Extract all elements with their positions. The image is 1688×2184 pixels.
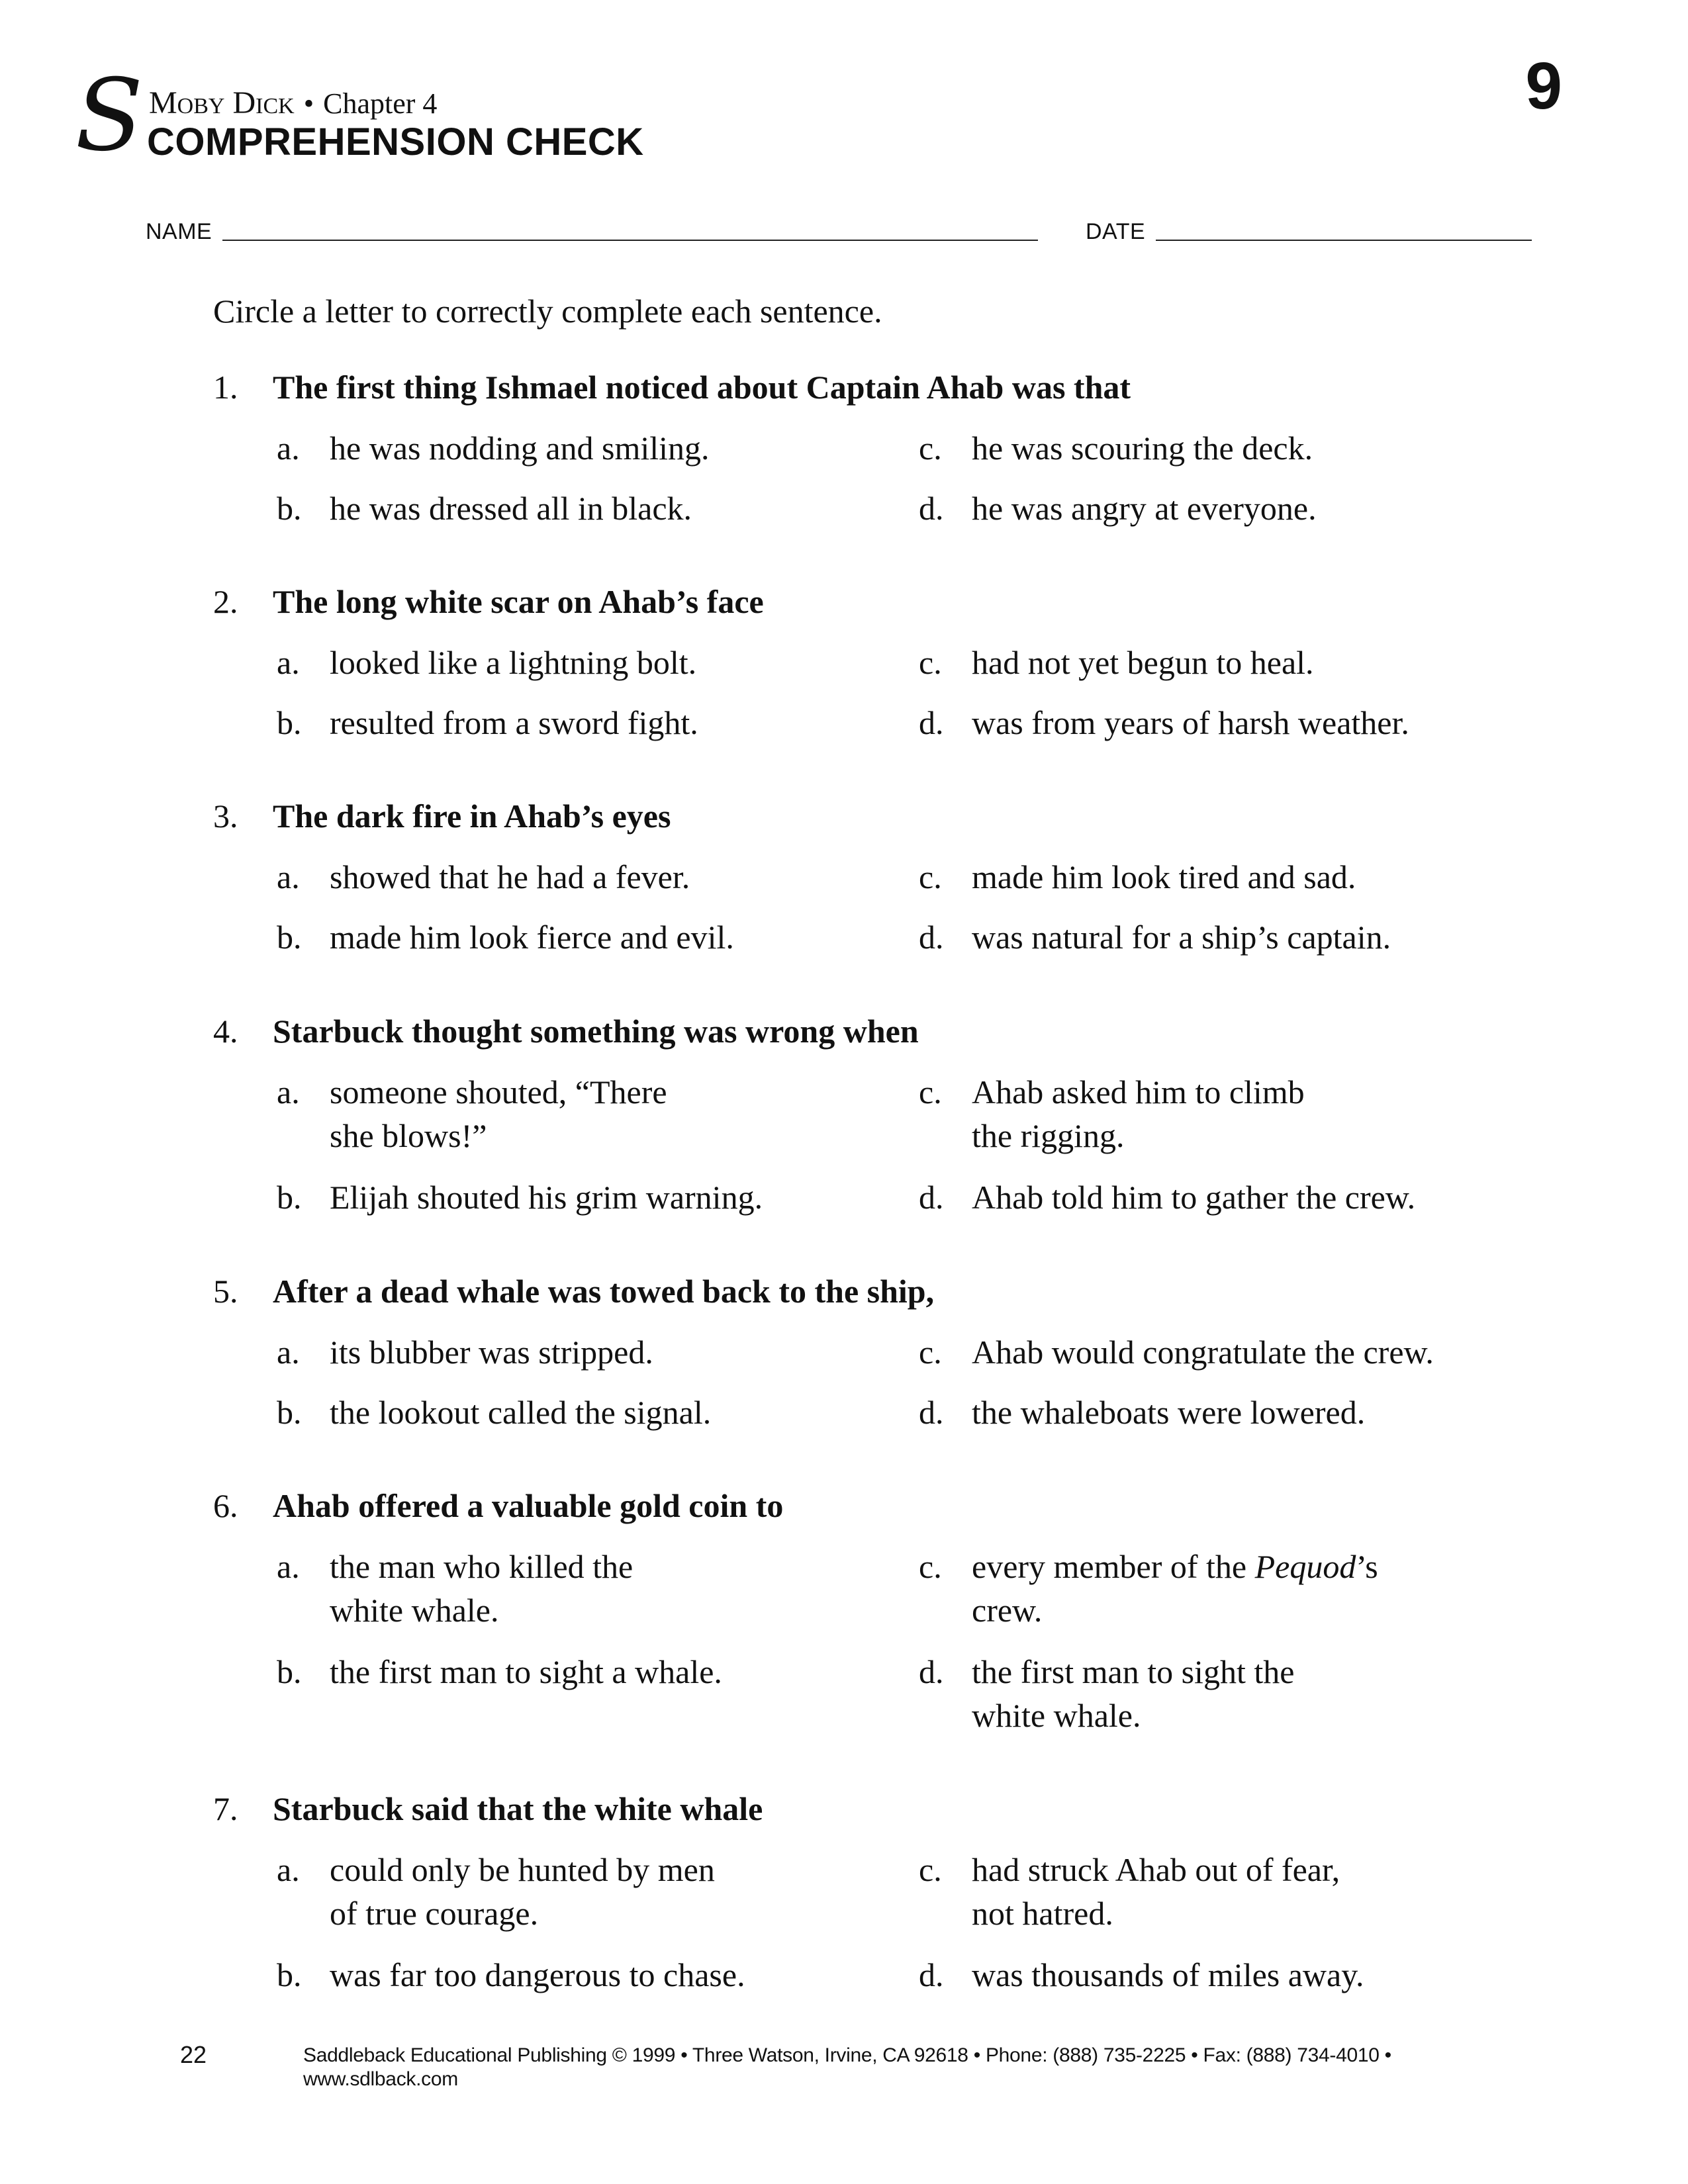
option-letter[interactable]: a. [277, 1334, 300, 1371]
question-number: 3. [213, 797, 238, 835]
option-text-line-2: white whale. [330, 1592, 499, 1629]
name-label: NAME [146, 219, 212, 244]
option-text: was far too dangerous to chase. [330, 1956, 745, 1993]
option-text: he was nodding and smiling. [330, 430, 710, 467]
option-letter[interactable]: b. [277, 1653, 302, 1690]
option-text-line-1: someone shouted, “There [330, 1073, 667, 1111]
option-letter[interactable]: b. [277, 704, 302, 741]
option-letter[interactable]: d. [919, 490, 944, 527]
option-letter[interactable]: c. [919, 1334, 942, 1371]
option-letter[interactable]: d. [919, 1956, 944, 1993]
option-text-line-1: Ahab asked him to climb [972, 1073, 1305, 1111]
option-text-prefix: every member of the [972, 1548, 1255, 1585]
question-number: 2. [213, 583, 238, 620]
option-text: he was dressed all in black. [330, 490, 692, 527]
option-letter[interactable]: a. [277, 430, 300, 467]
option-text: looked like a lightning bolt. [330, 644, 697, 681]
option-letter[interactable]: b. [277, 1956, 302, 1993]
question-stem: After a dead whale was towed back to the ship, [273, 1273, 935, 1310]
option-text [330, 1545, 925, 1632]
option-letter[interactable]: b. [277, 490, 302, 527]
option-letter[interactable]: a. [277, 858, 300, 895]
option-text: the lookout called the signal. [330, 1394, 712, 1431]
option-letter[interactable]: c. [919, 1073, 942, 1111]
option-letter[interactable]: c. [919, 430, 942, 467]
worksheet-number: 9 [1525, 49, 1562, 123]
book-title: Moby Dick [149, 85, 295, 120]
option-text-line-1: could only be hunted by men [330, 1851, 715, 1888]
option-text-line-1: had struck Ahab out of fear, [972, 1851, 1340, 1888]
option-text: made him look tired and sad. [972, 858, 1356, 895]
option-text-line-1: the man who killed the [330, 1548, 633, 1585]
question-number: 7. [213, 1790, 238, 1827]
option-text [972, 1070, 1568, 1158]
question-stem: The dark fire in Ahab’s eyes [273, 797, 671, 835]
option-text: was natural for a ship’s captain. [972, 919, 1391, 956]
option-text: made him look fierce and evil. [330, 919, 734, 956]
option-text: he was angry at everyone. [972, 490, 1317, 527]
option-text: Elijah shouted his grim warning. [330, 1179, 763, 1216]
option-text: he was scouring the deck. [972, 430, 1313, 467]
option-text: the whaleboats were lowered. [972, 1394, 1366, 1431]
option-text: was thousands of miles away. [972, 1956, 1364, 1993]
heading-separator: • [303, 87, 314, 120]
book-chapter-heading [149, 85, 437, 122]
worksheet-title: COMPREHENSION CHECK [147, 120, 644, 163]
option-text: Ahab told him to gather the crew. [972, 1179, 1416, 1216]
option-text-suffix: ’s [1356, 1548, 1378, 1585]
option-text: its blubber was stripped. [330, 1334, 653, 1371]
publisher-logo: S [75, 58, 144, 173]
date-field[interactable] [1156, 240, 1532, 241]
option-letter[interactable]: c. [919, 644, 942, 681]
option-letter[interactable]: a. [277, 644, 300, 681]
question-stem: Starbuck said that the white whale [273, 1790, 763, 1827]
option-text [972, 1650, 1568, 1737]
date-label: DATE [1086, 219, 1146, 244]
option-text [972, 1848, 1568, 1935]
publisher-footer: Saddleback Educational Publishing © 1999 • Three Watson, Irvine, CA 92618 • Phone: (888) 735-2225 • Fax: (888) 734-4010 • www.sdlback.com [303, 2044, 1391, 2090]
option-text-line-1: the first man to sight the [972, 1653, 1295, 1690]
option-text-line-2: crew. [972, 1592, 1043, 1629]
option-letter[interactable]: b. [277, 1394, 302, 1431]
option-letter[interactable]: c. [919, 1548, 942, 1585]
question-stem: The long white scar on Ahab’s face [273, 583, 764, 620]
option-letter[interactable]: c. [919, 1851, 942, 1888]
question-number: 5. [213, 1273, 238, 1310]
question-stem: Starbuck thought something was wrong when [273, 1013, 919, 1050]
option-letter[interactable]: c. [919, 858, 942, 895]
name-field[interactable] [222, 240, 1038, 241]
question-stem: The first thing Ishmael noticed about Captain Ahab was that [273, 369, 1131, 406]
question-number: 1. [213, 369, 238, 406]
option-text: had not yet begun to heal. [972, 644, 1314, 681]
question-number: 4. [213, 1013, 238, 1050]
option-text [330, 1848, 925, 1935]
option-letter[interactable]: d. [919, 1179, 944, 1216]
option-letter[interactable]: a. [277, 1073, 300, 1111]
question-number: 6. [213, 1487, 238, 1524]
option-text [330, 1070, 925, 1158]
option-letter[interactable]: a. [277, 1548, 300, 1585]
option-text [972, 1545, 1568, 1632]
option-text-line-2: not hatred. [972, 1895, 1113, 1932]
option-text: Ahab would congratulate the crew. [972, 1334, 1434, 1371]
ship-name: Pequod [1254, 1548, 1356, 1585]
option-letter[interactable]: b. [277, 1179, 302, 1216]
page-number: 22 [180, 2041, 207, 2068]
option-text-line-2: she blows!” [330, 1117, 487, 1154]
question-stem: Ahab offered a valuable gold coin to [273, 1487, 784, 1524]
option-letter[interactable]: b. [277, 919, 302, 956]
option-text-line-2: the rigging. [972, 1117, 1125, 1154]
chapter-label: Chapter 4 [323, 87, 438, 120]
option-text: showed that he had a fever. [330, 858, 690, 895]
option-letter[interactable]: d. [919, 1653, 944, 1690]
option-text: the first man to sight a whale. [330, 1653, 722, 1690]
option-letter[interactable]: a. [277, 1851, 300, 1888]
option-text: resulted from a sword fight. [330, 704, 698, 741]
option-text-line-2: white whale. [972, 1697, 1141, 1734]
instructions: Circle a letter to correctly complete each sentence. [213, 293, 882, 330]
option-letter[interactable]: d. [919, 1394, 944, 1431]
option-text: was from years of harsh weather. [972, 704, 1409, 741]
option-letter[interactable]: d. [919, 919, 944, 956]
option-text-line-2: of true courage. [330, 1895, 539, 1932]
option-letter[interactable]: d. [919, 704, 944, 741]
